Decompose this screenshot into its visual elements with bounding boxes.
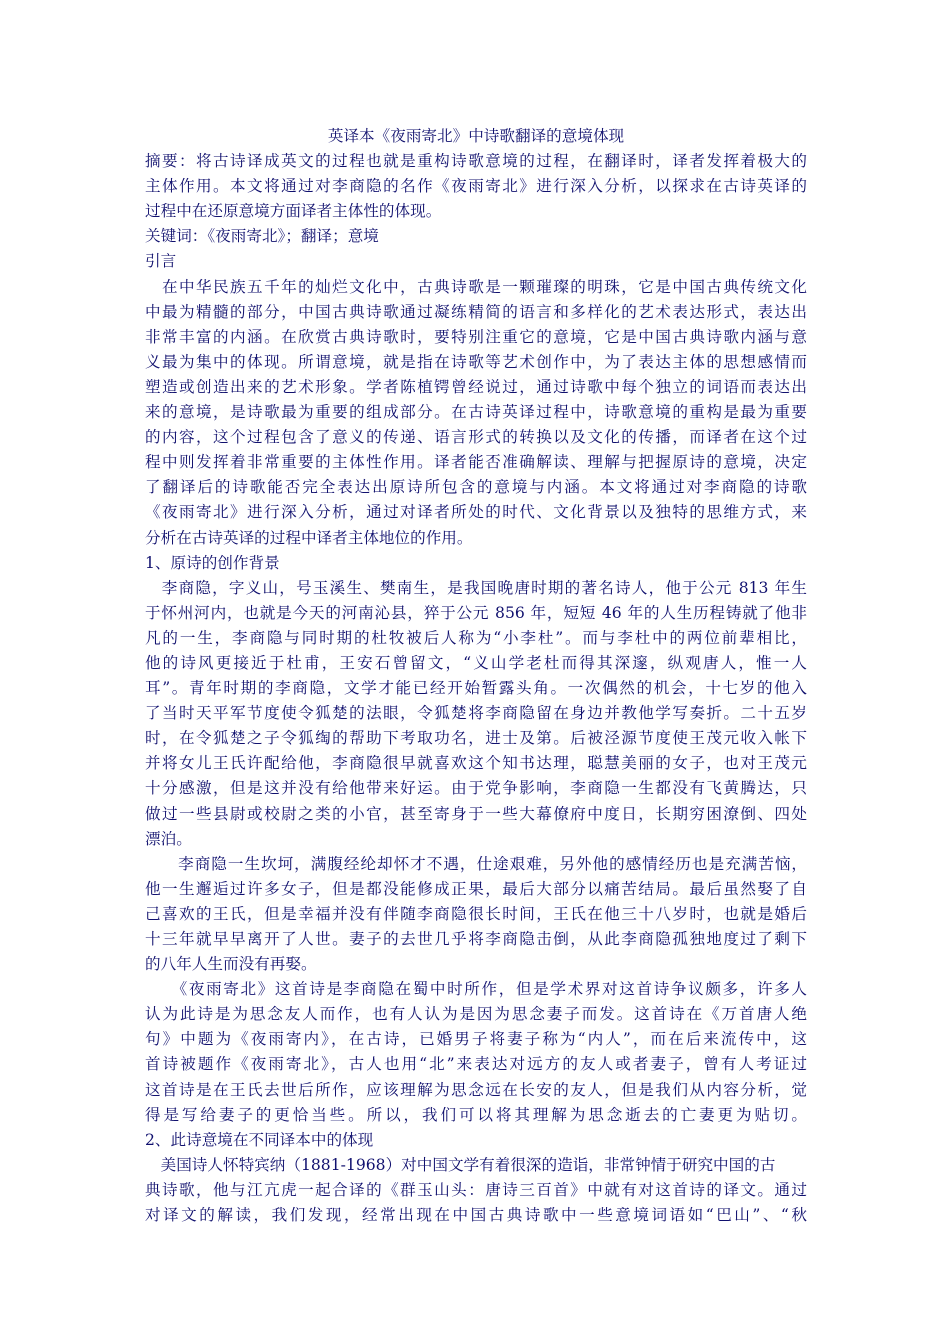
body-line: 《夜雨寄北》这首诗是李商隐在蜀中时所作，但是学术界对这首诗争议颇多，许多人 [145, 980, 807, 999]
body-line: 了当时天平军节度使令狐楚的法眼，令狐楚将李商隐留在身边并教他学写奏折。二十五岁 [145, 704, 807, 723]
body-line: 十三年就早早离开了人世。妻子的去世几乎将李商隐击倒，从此李商隐孤独地度过了剩下 [145, 930, 807, 948]
body-line: 摘要：将古诗译成英文的过程也就是重构诗歌意境的过程，在翻译时，译者发挥着极大的 [145, 152, 807, 171]
body-line: 己喜欢的王氏，但是幸福并没有伴随李商隐很长时间，王氏在他三十八岁时，也就是婚后 [145, 904, 807, 923]
body-line: 1、原诗的创作背景 [145, 553, 280, 572]
body-line: 他一生邂逅过许多女子，但是都没能修成正果，最后大部分以痛苦结局。最后虽然娶了自 [145, 879, 807, 898]
body-line: 程中则发挥着非常重要的主体性作用。译者能否准确解读、理解与把握原诗的意境，决定 [145, 453, 807, 472]
body-line: 对译文的解读，我们发现，经常出现在中国古典诗歌中一些意境词语如“巴山”、“秋 [145, 1206, 807, 1225]
body-line: 十分感激，但是这并没有给他带来好运。由于党争影响，李商隐一生都没有飞黄腾达，只 [145, 779, 807, 798]
body-line: 在中华民族五千年的灿烂文化中，古典诗歌是一颗璀璨的明珠，它是中国古典传统文化 [145, 277, 807, 296]
body-line: 于怀州河内，也就是今天的河南沁县，猝于公元 856 年，短短 46 年的人生历程铸就了他非 [145, 603, 807, 622]
document-title: 英译本《夜雨寄北》中诗歌翻译的意境体现 [327, 127, 625, 145]
body-line: 他的诗风更接近于杜甫，王安石曾留文，“义山学老杜而得其深邃，纵观唐人，惟一人 [145, 653, 807, 672]
body-line: 美国诗人怀特宾纳（1881-1968）对中国文学有着很深的造诣，非常钟情于研究中国的古 [145, 1155, 776, 1174]
document-body [145, 149, 807, 1228]
body-line: 认为此诗是为思念友人而作，也有人认为是因为思念妻子而发。这首诗在《万首唐人绝 [145, 1005, 807, 1024]
document-page [145, 124, 807, 1228]
body-line: 首诗被题作《夜雨寄北》，古人也用“北”来表达对远方的友人或者妻子，曾有人考证过 [145, 1055, 807, 1074]
body-line: 引言 [145, 252, 177, 271]
body-line: 塑造或创造出来的艺术形象。学者陈植锷曾经说过，通过诗歌中每个独立的词语而表达出 [145, 377, 807, 396]
body-line: 李商隐一生坎坷，满腹经纶却怀才不遇，仕途艰难，另外他的感情经历也是充满苦恼， [145, 854, 807, 873]
body-line: 过程中在还原意境方面译者主体性的体现。 [145, 202, 442, 221]
body-line: 时，在令狐楚之子令狐绹的帮助下考取功名，进士及第。后被泾源节度使王茂元收入帐下 [145, 729, 807, 748]
body-line: 耳”。青年时期的李商隐，文学才能已经开始暂露头角。一次偶然的机会，十七岁的他入 [145, 679, 807, 698]
body-line: 非常丰富的内涵。在欣赏古典诗歌时，要特别注重它的意境，它是中国古典诗歌内涵与意 [145, 327, 807, 346]
body-line: 义最为集中的体现。所谓意境，就是指在诗歌等艺术创作中，为了表达主体的思想感情而 [145, 352, 807, 371]
body-line: 分析在古诗英译的过程中译者主体地位的作用。 [145, 528, 473, 547]
body-line: 句》中题为《夜雨寄内》，在古诗，已婚男子将妻子称为“内人”，而在后来流传中，这 [145, 1030, 807, 1049]
body-line: 《夜雨寄北》进行深入分析，通过对译者所处的时代、文化背景以及独特的思维方式，来 [145, 503, 807, 522]
body-line: 并将女儿王氏许配给他，李商隐很早就喜欢这个知书达理，聪慧美丽的女子，也对王茂元 [145, 754, 807, 773]
body-line: 了翻译后的诗歌能否完全表达出原诗所包含的意境与内涵。本文将通过对李商隐的诗歌 [145, 478, 807, 497]
body-line: 做过一些县尉或校尉之类的小官，甚至寄身于一些大幕僚府中度日，长期穷困潦倒、四处 [145, 804, 807, 823]
body-line: 来的意境，是诗歌最为重要的组成部分。在古诗英译过程中，诗歌意境的重构是最为重要 [145, 403, 807, 422]
body-line: 中最为精髓的部分，中国古典诗歌通过凝练精简的语言和多样化的艺术表达形式，表达出 [145, 302, 807, 321]
body-line: 的内容，这个过程包含了意义的传递、语言形式的转换以及文化的传播，而译者在这个过 [145, 428, 807, 447]
body-line: 主体作用。本文将通过对李商隐的名作《夜雨寄北》进行深入分析，以探求在古诗英译的 [145, 177, 807, 196]
body-line: 2、此诗意境在不同译本中的体现 [145, 1130, 374, 1149]
body-line: 这首诗是在王氏去世后所作，应该理解为思念远在长安的友人，但是我们从内容分析，觉 [145, 1080, 807, 1099]
body-line: 得是写给妻子的更恰当些。所以，我们可以将其理解为思念逝去的亡妻更为贴切。 [145, 1105, 807, 1124]
body-line: 关键词：《夜雨寄北》；翻译；意境 [145, 227, 379, 246]
body-line: 凡的一生，李商隐与同时期的杜牧被后人称为“小李杜”。而与李杜中的两位前辈相比， [145, 628, 807, 647]
body-line: 漂泊。 [145, 829, 192, 848]
body-line: 典诗歌，他与江亢虎一起合译的《群玉山头：唐诗三百首》中就有对这首诗的译文。通过 [145, 1180, 807, 1199]
body-line: 李商隐，字义山，号玉溪生、樊南生，是我国晚唐时期的著名诗人，他于公元 813 年生 [145, 578, 807, 597]
body-line: 的八年人生而没有再娶。 [145, 955, 317, 974]
